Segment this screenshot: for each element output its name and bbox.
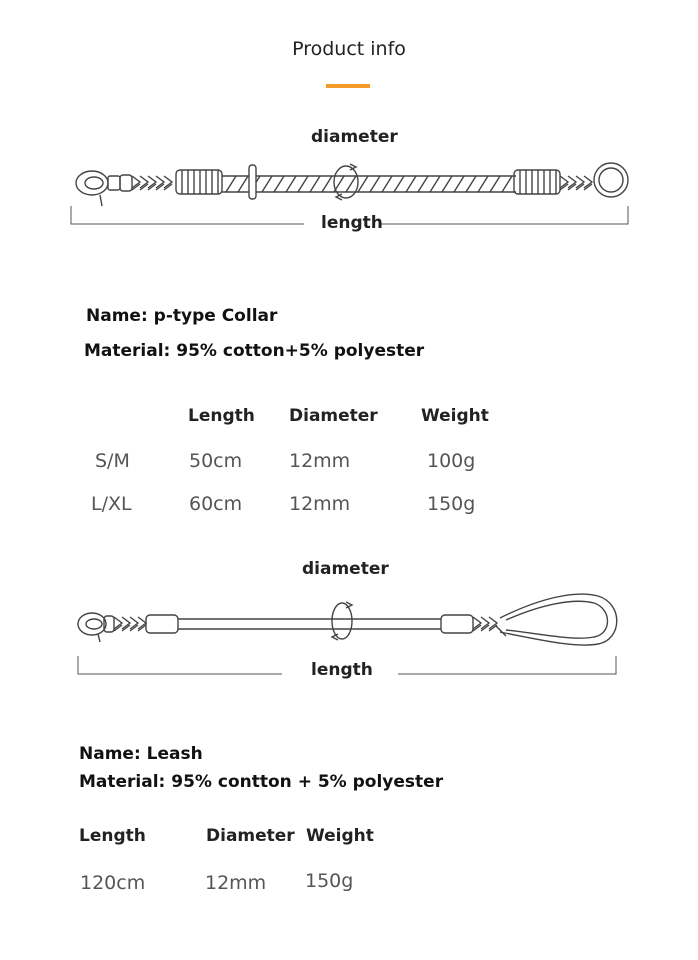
collar-row-lxl-size: L/XL [91, 493, 132, 515]
collar-diameter-label: diameter [311, 127, 398, 147]
leash-hook-icon [78, 613, 106, 642]
leash-material: Material: 95% contton + 5% polyester [79, 772, 444, 792]
collar-row-sm-size: S/M [95, 450, 130, 472]
leash-name: Name: Leash [79, 744, 203, 764]
collar-row-lxl-weight: 150g [427, 493, 476, 515]
collar-row-sm-weight: 100g [427, 450, 476, 472]
leash-handle-loop-icon [496, 594, 617, 645]
leash-row-length: 120cm [80, 872, 146, 894]
leash-wrap-right [441, 615, 473, 633]
collar-name: Name: p-type Collar [86, 306, 278, 326]
leash-diameter-label: diameter [302, 559, 389, 579]
collar-header-weight: Weight [421, 406, 489, 426]
leash-row-diameter: 12mm [205, 872, 267, 894]
collar-row-lxl-length: 60cm [189, 493, 243, 515]
leash-rope [178, 619, 441, 629]
collar-material: Material: 95% cotton+5% polyester [84, 341, 425, 361]
collar-row-sm-length: 50cm [189, 450, 243, 472]
leash-wrap-left [146, 615, 178, 633]
leash-header-weight: Weight [306, 826, 374, 846]
page-title: Product info [292, 38, 406, 60]
leash-diameter-arrow-icon [332, 602, 352, 640]
collar-length-label: length [321, 213, 383, 233]
collar-row-lxl-diameter: 12mm [289, 493, 351, 515]
leash-header-diameter: Diameter [206, 826, 295, 846]
collar-row-sm-diameter: 12mm [289, 450, 351, 472]
leash-header-length: Length [79, 826, 146, 846]
leash-braid-left [104, 616, 146, 632]
collar-header-diameter: Diameter [289, 406, 378, 426]
leash-length-label: length [311, 660, 373, 680]
leash-braid-right [473, 617, 497, 631]
collar-header-length: Length [188, 406, 255, 426]
leash-row-weight: 150g [305, 870, 354, 892]
